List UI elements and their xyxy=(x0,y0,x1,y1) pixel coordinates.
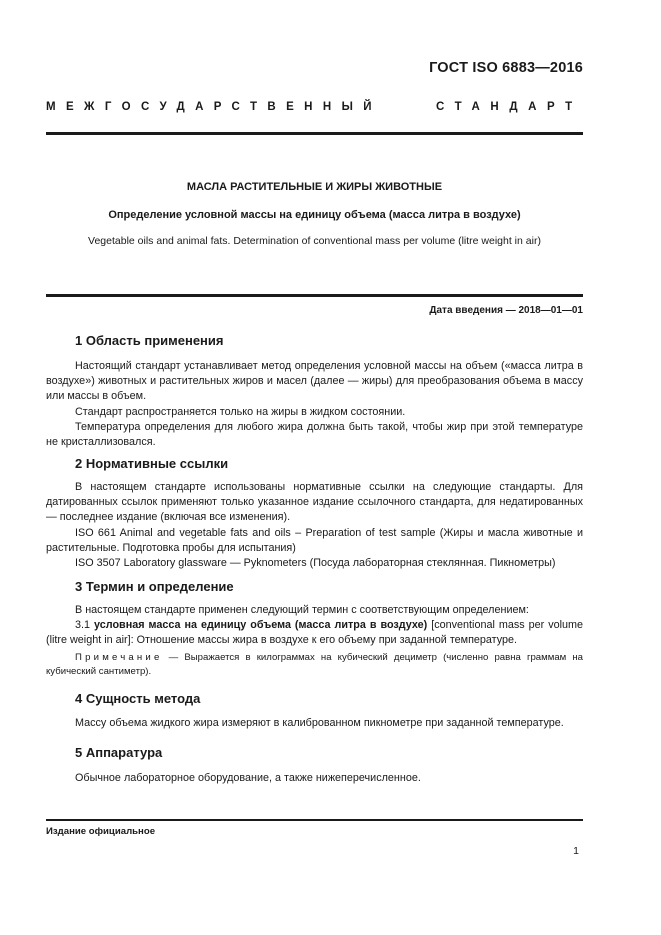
note xyxy=(46,651,583,679)
note-text: — Выражается в килограммах на кубический дециметр (численно равна граммам на кубический сантиметр). xyxy=(46,652,583,677)
document-title: МАСЛА РАСТИТЕЛЬНЫЕ И ЖИРЫ ЖИВОТНЫЕ xyxy=(186,181,443,193)
header-standard-word: СТАНДАРТ xyxy=(436,101,583,113)
intro-date: Дата введения — 2018—01—01 xyxy=(429,305,583,316)
section-1-paragraph: Стандарт распространяется только на жиры в жидком состоянии. xyxy=(75,405,406,418)
section-5-heading: 5 Аппаратура xyxy=(75,745,163,760)
note-label: Примечание xyxy=(75,652,163,663)
gost-code: ГОСТ ISO 6883—2016 xyxy=(429,60,583,76)
section-4-heading: 4 Сущность метода xyxy=(75,691,201,706)
section-2-paragraph: В настоящем стандарте использованы нормативные ссылки на следующие стандарты. Для датированных ссылок применяют только указанное издание ссылочного стандарта, для недатированных — последнее издание (включая все изменения). xyxy=(46,481,583,524)
term-definition xyxy=(46,618,583,648)
term-number: 3.1 xyxy=(75,619,91,632)
section-3-body xyxy=(46,603,583,649)
edition-label: Издание официальное xyxy=(46,826,156,837)
section-2-reference: ISO 3507 Laboratory glassware — Pyknometers (Посуда лабораторная стеклянная. Пикнометры) xyxy=(75,557,556,570)
section-2-body xyxy=(46,480,583,571)
section-1-paragraph: Температура определения для любого жира должна быть такой, чтобы жир при этой температуре не кристаллизовался. xyxy=(46,420,583,449)
page-number: 1 xyxy=(573,845,579,857)
term-name: условная масса на единицу объема (масса литра в воздухе) xyxy=(94,619,428,632)
section-1-heading: 1 Область применения xyxy=(75,333,224,348)
section-1-paragraph: Настоящий стандарт устанавливает метод определения условной массы на объем («масса литра в воздухе») животных и растительных жиров и масел (далее — жиры) для преобразования объема в массу или массы в объем. xyxy=(46,360,583,403)
title-rule xyxy=(46,294,583,297)
header-rule xyxy=(46,132,583,135)
section-3-paragraph: В настоящем стандарте применен следующий термин с соответствующим определением: xyxy=(75,604,529,616)
section-3-heading: 3 Термин и определение xyxy=(75,579,234,594)
document-subtitle: Определение условной массы на единицу объема (масса литра в воздухе) xyxy=(108,209,521,221)
section-5-paragraph: Обычное лабораторное оборудование, а также нижеперечисленное. xyxy=(75,772,421,784)
document-title-english: Vegetable oils and animal fats. Determination of conventional mass per volume (litre weight in air) xyxy=(88,235,541,247)
section-2-reference: ISO 661 Animal and vegetable fats and oils – Preparation of test sample (Жиры и масла животные и растительные. Подготовка пробы для испытания) xyxy=(46,526,583,554)
section-5-body xyxy=(46,771,583,786)
term-definition-text: [conventional mass per volume (litre weight in air]: Отношение массы жира в воздухе к его объему при заданной температуре. xyxy=(46,619,584,647)
section-2-heading: 2 Нормативные ссылки xyxy=(75,456,229,471)
section-4-paragraph: Массу объема жидкого жира измеряют в калиброванном пикнометре при заданной температуре. xyxy=(75,717,564,729)
header-interstate-word: МЕЖГОСУДАРСТВЕННЫЙ xyxy=(46,101,382,113)
footer-rule xyxy=(46,819,583,821)
section-4-body xyxy=(46,716,583,731)
section-1-body xyxy=(46,359,583,450)
